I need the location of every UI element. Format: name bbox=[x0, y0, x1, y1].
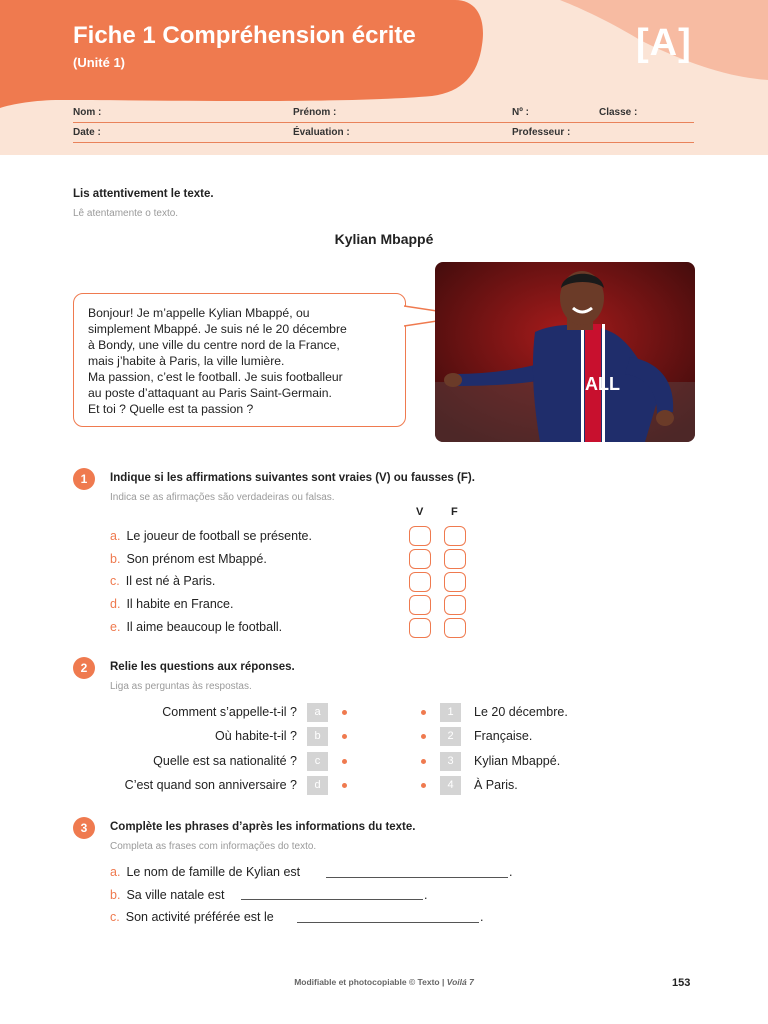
match-dot-left[interactable] bbox=[342, 783, 347, 788]
checkbox-f-e[interactable] bbox=[444, 618, 466, 638]
item-text: Il est né à Paris. bbox=[125, 574, 216, 588]
checkbox-f-a[interactable] bbox=[444, 526, 466, 546]
exercise1-instruction: Indique si les affirmations suivantes sont vraies (V) ou fausses (F). bbox=[110, 472, 475, 484]
match-dot-left[interactable] bbox=[342, 710, 347, 715]
match-question: Comment s’appelle-t-il ? bbox=[162, 705, 297, 719]
item-text: Son activité préférée est le bbox=[125, 910, 274, 924]
fill-end: . bbox=[509, 865, 513, 879]
checkbox-v-d[interactable] bbox=[409, 595, 431, 615]
true-false-item bbox=[110, 620, 282, 634]
answer-blank-a[interactable] bbox=[326, 877, 508, 878]
match-answer: Le 20 décembre. bbox=[474, 705, 568, 719]
exercise1-translation: Indica se as afirmações são verdadeiras ou falsas. bbox=[110, 492, 335, 503]
match-answer: Kylian Mbappé. bbox=[474, 754, 561, 768]
answer-tag: 1 bbox=[440, 703, 461, 722]
item-text: Le nom de famille de Kylian est bbox=[126, 865, 301, 879]
true-false-item bbox=[110, 574, 215, 588]
bubble-line: Et toi ? Quelle est ta passion ? bbox=[88, 402, 254, 416]
column-f-header: F bbox=[451, 506, 458, 518]
match-answer: À Paris. bbox=[474, 778, 518, 792]
item-letter: a. bbox=[110, 529, 121, 543]
checkbox-v-a[interactable] bbox=[409, 526, 431, 546]
question-tag: d bbox=[307, 776, 328, 795]
field-classe-label: Classe : bbox=[599, 107, 638, 118]
match-dot-right[interactable] bbox=[421, 783, 426, 788]
question-tag: a bbox=[307, 703, 328, 722]
text-title: Kylian Mbappé bbox=[334, 231, 434, 247]
exercise-number-1: 1 bbox=[73, 468, 95, 490]
bubble-line: mais j’habite à Paris, la ville lumière. bbox=[88, 354, 285, 368]
checkbox-v-b[interactable] bbox=[409, 549, 431, 569]
exercise3-translation: Completa as frases com informações do texto. bbox=[110, 841, 317, 852]
item-letter: d. bbox=[110, 597, 121, 611]
jersey-text: ALL bbox=[585, 374, 620, 394]
football-player-icon bbox=[435, 262, 695, 442]
speech-bubble bbox=[73, 293, 406, 427]
fill-in-item bbox=[110, 910, 274, 924]
bubble-line: au poste d’attaquant au Paris Saint-Germain. bbox=[88, 386, 332, 400]
field-nom-label: Nom : bbox=[73, 107, 102, 118]
item-letter: b. bbox=[110, 888, 121, 902]
field-line-row2[interactable] bbox=[73, 142, 694, 143]
match-question: C’est quand son anniversaire ? bbox=[124, 778, 297, 792]
true-false-item bbox=[110, 552, 267, 566]
exercise3-instruction: Complète les phrases d’après les informations du texte. bbox=[110, 821, 416, 833]
checkbox-f-c[interactable] bbox=[444, 572, 466, 592]
question-tag: b bbox=[307, 727, 328, 746]
answer-tag: 2 bbox=[440, 727, 461, 746]
checkbox-v-c[interactable] bbox=[409, 572, 431, 592]
question-tag: c bbox=[307, 752, 328, 771]
item-letter: c. bbox=[110, 574, 120, 588]
match-dot-right[interactable] bbox=[421, 759, 426, 764]
bubble-line: à Bondy, une ville du centre nord de la France, bbox=[88, 338, 340, 352]
exercise-number-3: 3 bbox=[73, 817, 95, 839]
answer-tag: 3 bbox=[440, 752, 461, 771]
match-dot-right[interactable] bbox=[421, 734, 426, 739]
bubble-line: Ma passion, c’est le football. Je suis footballeur bbox=[88, 370, 343, 384]
checkbox-f-d[interactable] bbox=[444, 595, 466, 615]
item-letter: b. bbox=[110, 552, 121, 566]
match-question: Quelle est sa nationalité ? bbox=[153, 754, 297, 768]
item-text: Le joueur de football se présente. bbox=[126, 529, 312, 543]
item-text: Sa ville natale est bbox=[126, 888, 225, 902]
match-question: Où habite-t-il ? bbox=[215, 729, 297, 743]
item-text: Il habite en France. bbox=[126, 597, 234, 611]
field-prenom-label: Prénom : bbox=[293, 107, 337, 118]
item-text: Son prénom est Mbappé. bbox=[126, 552, 267, 566]
intro-instruction: Lis attentivement le texte. bbox=[73, 188, 214, 200]
match-dot-left[interactable] bbox=[342, 734, 347, 739]
item-letter: e. bbox=[110, 620, 121, 634]
exercise2-instruction: Relie les questions aux réponses. bbox=[110, 661, 295, 673]
true-false-item bbox=[110, 529, 312, 543]
page-subtitle: (Unité 1) bbox=[73, 55, 125, 70]
field-date-label: Date : bbox=[73, 127, 101, 138]
true-false-item bbox=[110, 597, 233, 611]
match-dot-right[interactable] bbox=[421, 710, 426, 715]
footer-book-title: Voilá 7 bbox=[446, 977, 474, 987]
field-professeur-label: Professeur : bbox=[512, 127, 571, 138]
intro-translation: Lê atentamente o texto. bbox=[73, 208, 179, 219]
item-text: Il aime beaucoup le football. bbox=[126, 620, 283, 634]
fill-in-item bbox=[110, 888, 224, 902]
player-photo bbox=[435, 262, 695, 442]
exercise2-translation: Liga as perguntas às respostas. bbox=[110, 681, 252, 692]
answer-blank-b[interactable] bbox=[241, 899, 423, 900]
item-letter: c. bbox=[110, 910, 120, 924]
match-dot-left[interactable] bbox=[342, 759, 347, 764]
item-letter: a. bbox=[110, 865, 121, 879]
answer-blank-c[interactable] bbox=[297, 922, 479, 923]
field-numero-label: Nº : bbox=[512, 107, 529, 118]
checkbox-v-e[interactable] bbox=[409, 618, 431, 638]
page-number: 153 bbox=[672, 977, 691, 989]
bubble-line: simplement Mbappé. Je suis né le 20 décembre bbox=[88, 322, 347, 336]
page-title: Fiche 1 Compréhension écrite bbox=[73, 22, 416, 49]
answer-tag: 4 bbox=[440, 776, 461, 795]
exercise-number-2: 2 bbox=[73, 657, 95, 679]
level-badge: [A] bbox=[636, 22, 692, 64]
field-line-row1[interactable] bbox=[73, 122, 694, 123]
match-answer: Française. bbox=[474, 729, 533, 743]
fill-end: . bbox=[480, 910, 484, 924]
column-v-header: V bbox=[416, 506, 424, 518]
fill-end: . bbox=[424, 888, 428, 902]
footer bbox=[0, 977, 768, 987]
bubble-line: Bonjour! Je m’appelle Kylian Mbappé, ou bbox=[88, 306, 310, 320]
fill-in-item bbox=[110, 865, 300, 879]
checkbox-f-b[interactable] bbox=[444, 549, 466, 569]
field-evaluation-label: Évaluation : bbox=[293, 127, 350, 138]
footer-copyright: Modifiable et photocopiable © Texto | bbox=[294, 977, 445, 987]
